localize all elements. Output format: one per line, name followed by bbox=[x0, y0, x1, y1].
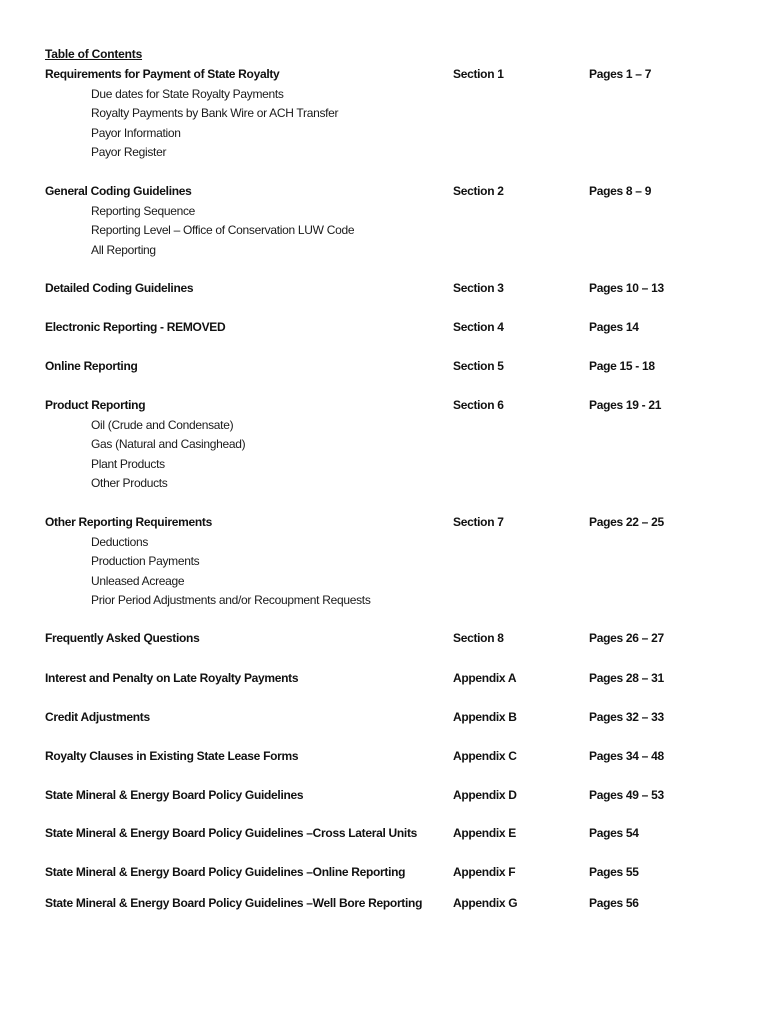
toc-entry bbox=[0, 320, 770, 338]
toc-subitem: Production Payments bbox=[91, 554, 200, 568]
toc-subitem: Plant Products bbox=[91, 456, 165, 471]
toc-entry bbox=[0, 515, 770, 533]
toc-entry-section: Section 7 bbox=[453, 515, 504, 529]
toc-entry-section: Section 1 bbox=[453, 67, 504, 81]
toc-entry-section: Appendix D bbox=[453, 788, 517, 802]
toc-entry-heading: Product Reporting bbox=[45, 398, 146, 412]
toc-entry-pages: Pages 1 – 7 bbox=[589, 67, 652, 81]
toc-entry-heading: Royalty Clauses in Existing State Lease Forms bbox=[45, 749, 299, 763]
toc-subitem: Gas (Natural and Casinghead) bbox=[91, 437, 246, 451]
toc-subitem: Other Products bbox=[91, 476, 168, 490]
toc-entry bbox=[0, 865, 770, 883]
toc-entry-pages: Pages 28 – 31 bbox=[589, 671, 664, 685]
toc-entry-section: Appendix A bbox=[453, 671, 517, 685]
toc-entry-heading: Interest and Penalty on Late Royalty Payments bbox=[45, 671, 299, 685]
toc-entry bbox=[0, 281, 770, 299]
toc-subitem: Due dates for State Royalty Payments bbox=[91, 86, 284, 101]
toc-entry-pages: Pages 22 – 25 bbox=[589, 515, 664, 529]
toc-entry-pages: Pages 32 – 33 bbox=[589, 710, 664, 724]
toc-subitem: Unleased Acreage bbox=[91, 573, 185, 588]
toc-subitem: All Reporting bbox=[91, 242, 156, 257]
toc-entry-pages: Pages 19 - 21 bbox=[589, 398, 662, 412]
toc-entry-heading: Electronic Reporting - REMOVED bbox=[45, 320, 226, 334]
toc-entry-pages: Pages 56 bbox=[589, 896, 639, 910]
toc-entry-pages: Pages 34 – 48 bbox=[589, 749, 664, 763]
toc-entry-heading: State Mineral & Energy Board Policy Guidelines bbox=[45, 788, 304, 802]
toc-entry-pages: Pages 10 – 13 bbox=[589, 281, 664, 295]
toc-subitem: Reporting Sequence bbox=[91, 203, 196, 218]
toc-entry bbox=[0, 671, 770, 689]
toc-entry-section: Appendix B bbox=[453, 710, 517, 724]
toc-entry-heading: State Mineral & Energy Board Policy Guidelines –Cross Lateral Units bbox=[45, 826, 418, 840]
toc-entry-pages: Pages 26 – 27 bbox=[589, 631, 664, 645]
toc-subitem: Royalty Payments by Bank Wire or ACH Transfer bbox=[91, 106, 339, 120]
toc-subitem: Oil (Crude and Condensate) bbox=[91, 417, 234, 432]
toc-entry-heading: State Mineral & Energy Board Policy Guidelines –Online Reporting bbox=[45, 865, 406, 879]
toc-entry-heading: General Coding Guidelines bbox=[45, 184, 192, 198]
toc-entry-heading: Frequently Asked Questions bbox=[45, 631, 200, 645]
toc-entry bbox=[0, 398, 770, 416]
toc-entry-heading: Credit Adjustments bbox=[45, 710, 150, 724]
toc-subitem: Payor Information bbox=[91, 125, 181, 140]
toc-entry-pages: Pages 54 bbox=[589, 826, 639, 840]
toc-entry-section: Appendix E bbox=[453, 826, 517, 840]
toc-entry bbox=[0, 788, 770, 806]
toc-entry bbox=[0, 826, 770, 844]
toc-entry bbox=[0, 184, 770, 202]
toc-entry-section: Section 6 bbox=[453, 398, 504, 412]
toc-entry-pages: Page 15 - 18 bbox=[589, 359, 655, 373]
toc-entry-heading: Online Reporting bbox=[45, 359, 138, 373]
toc-entry-pages: Pages 55 bbox=[589, 865, 639, 879]
toc-entry-pages: Pages 8 – 9 bbox=[589, 184, 652, 198]
toc-entry-section: Appendix F bbox=[453, 865, 516, 879]
toc-entry-heading: Requirements for Payment of State Royalty bbox=[45, 67, 280, 81]
toc-entry-heading: Detailed Coding Guidelines bbox=[45, 281, 194, 295]
toc-entry-pages: Pages 14 bbox=[589, 320, 639, 334]
toc-title: Table of Contents bbox=[45, 47, 143, 61]
toc-entry-heading: State Mineral & Energy Board Policy Guidelines –Well Bore Reporting bbox=[45, 896, 423, 910]
toc-subitem: Reporting Level – Office of Conservation LUW Code bbox=[91, 223, 355, 237]
toc-entry-heading: Other Reporting Requirements bbox=[45, 515, 212, 529]
toc-entry bbox=[0, 631, 770, 649]
toc-entry bbox=[0, 67, 770, 85]
toc-entry bbox=[0, 359, 770, 377]
toc-entry bbox=[0, 710, 770, 728]
toc-subitem: Prior Period Adjustments and/or Recoupment Requests bbox=[91, 593, 371, 607]
toc-entry-section: Section 8 bbox=[453, 631, 504, 645]
toc-entry bbox=[0, 896, 770, 914]
toc-entry-section: Section 5 bbox=[453, 359, 504, 373]
toc-entry-section: Appendix G bbox=[453, 896, 518, 910]
toc-entry-section: Section 4 bbox=[453, 320, 504, 334]
toc-entry-pages: Pages 49 – 53 bbox=[589, 788, 664, 802]
toc-subitem: Deductions bbox=[91, 534, 149, 549]
toc-subitem: Payor Register bbox=[91, 145, 167, 159]
toc-entry-section: Section 2 bbox=[453, 184, 504, 198]
toc-entry bbox=[0, 749, 770, 767]
toc-entry-section: Section 3 bbox=[453, 281, 504, 295]
toc-entry-section: Appendix C bbox=[453, 749, 517, 763]
